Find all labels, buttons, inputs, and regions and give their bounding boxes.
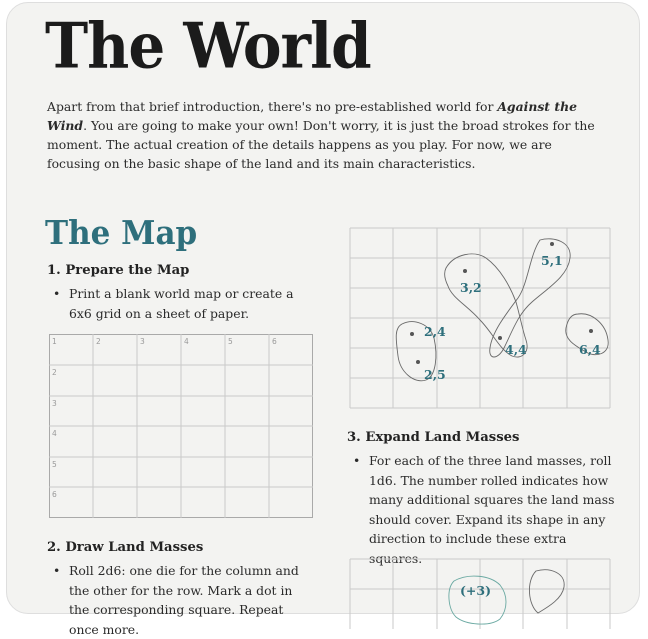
grid-row-number: 4 <box>52 429 57 438</box>
section-title-map: The Map <box>45 214 198 253</box>
grid-column-number: 4 <box>184 337 189 346</box>
grid-column-number: 3 <box>140 337 145 346</box>
grid-row-number: 2 <box>52 368 57 377</box>
document-page <box>6 2 640 637</box>
step-3-body: • For each of the three land masses, roll 1d6. The number rolled indicates how many additional squares the land mass should cover. Expand its shape in any direction to include these extra squares. <box>347 451 617 568</box>
intro-paragraph <box>47 97 607 173</box>
game-name: Against the Wind <box>47 99 577 133</box>
map-label: 2,5 <box>424 367 446 382</box>
land-dot <box>416 360 420 364</box>
example-land-map <box>350 228 610 408</box>
blank-grid-map <box>49 334 313 518</box>
land-dot <box>463 269 467 273</box>
land-mass-outlines <box>396 239 608 381</box>
step-2-body: • Roll 2d6: one die for the column and the other for the row. Mark a dot in the corresponding square. Repeat once more. <box>47 561 309 639</box>
grid-row-number: 3 <box>52 399 57 408</box>
map-label: 2,4 <box>424 324 446 339</box>
land-dot <box>498 336 502 340</box>
grid-column-number: 6 <box>272 337 277 346</box>
grid-column-number: 2 <box>96 337 101 346</box>
grid-row-number: 6 <box>52 490 57 499</box>
intro-text-after: . You are going to make your own! Don't worry, it is just the broad strokes for the moment. The actual creation of the details happens as you play. For now, we are focusing on the basic shape of the land and its main characteristics. <box>47 118 595 171</box>
step-2-title: 2. Draw Land Masses <box>47 540 204 555</box>
blank-grid-lines <box>49 334 313 518</box>
map-label: 4,4 <box>505 342 527 357</box>
map-label: 5,1 <box>541 253 563 268</box>
intro-text-before: Apart from that brief introduction, there's no pre-established world for <box>47 99 498 114</box>
grid-column-number: 1 <box>52 337 57 346</box>
grid-column-number: 5 <box>228 337 233 346</box>
land-dot <box>410 332 414 336</box>
step-3-title: 3. Expand Land Masses <box>347 430 520 445</box>
step-1-title: 1. Prepare the Map <box>47 263 190 278</box>
land-dot <box>550 242 554 246</box>
expansion-example-map <box>350 559 610 629</box>
grid-row-number: 5 <box>52 460 57 469</box>
land-dot <box>589 329 593 333</box>
step-1-body: • Print a blank world map or create a 6x6 grid on a sheet of paper. <box>47 284 297 323</box>
expansion-label: (+3) <box>460 583 491 598</box>
page-title: The World <box>45 9 371 83</box>
map-label: 3,2 <box>460 280 482 295</box>
map-label: 6,4 <box>579 342 601 357</box>
